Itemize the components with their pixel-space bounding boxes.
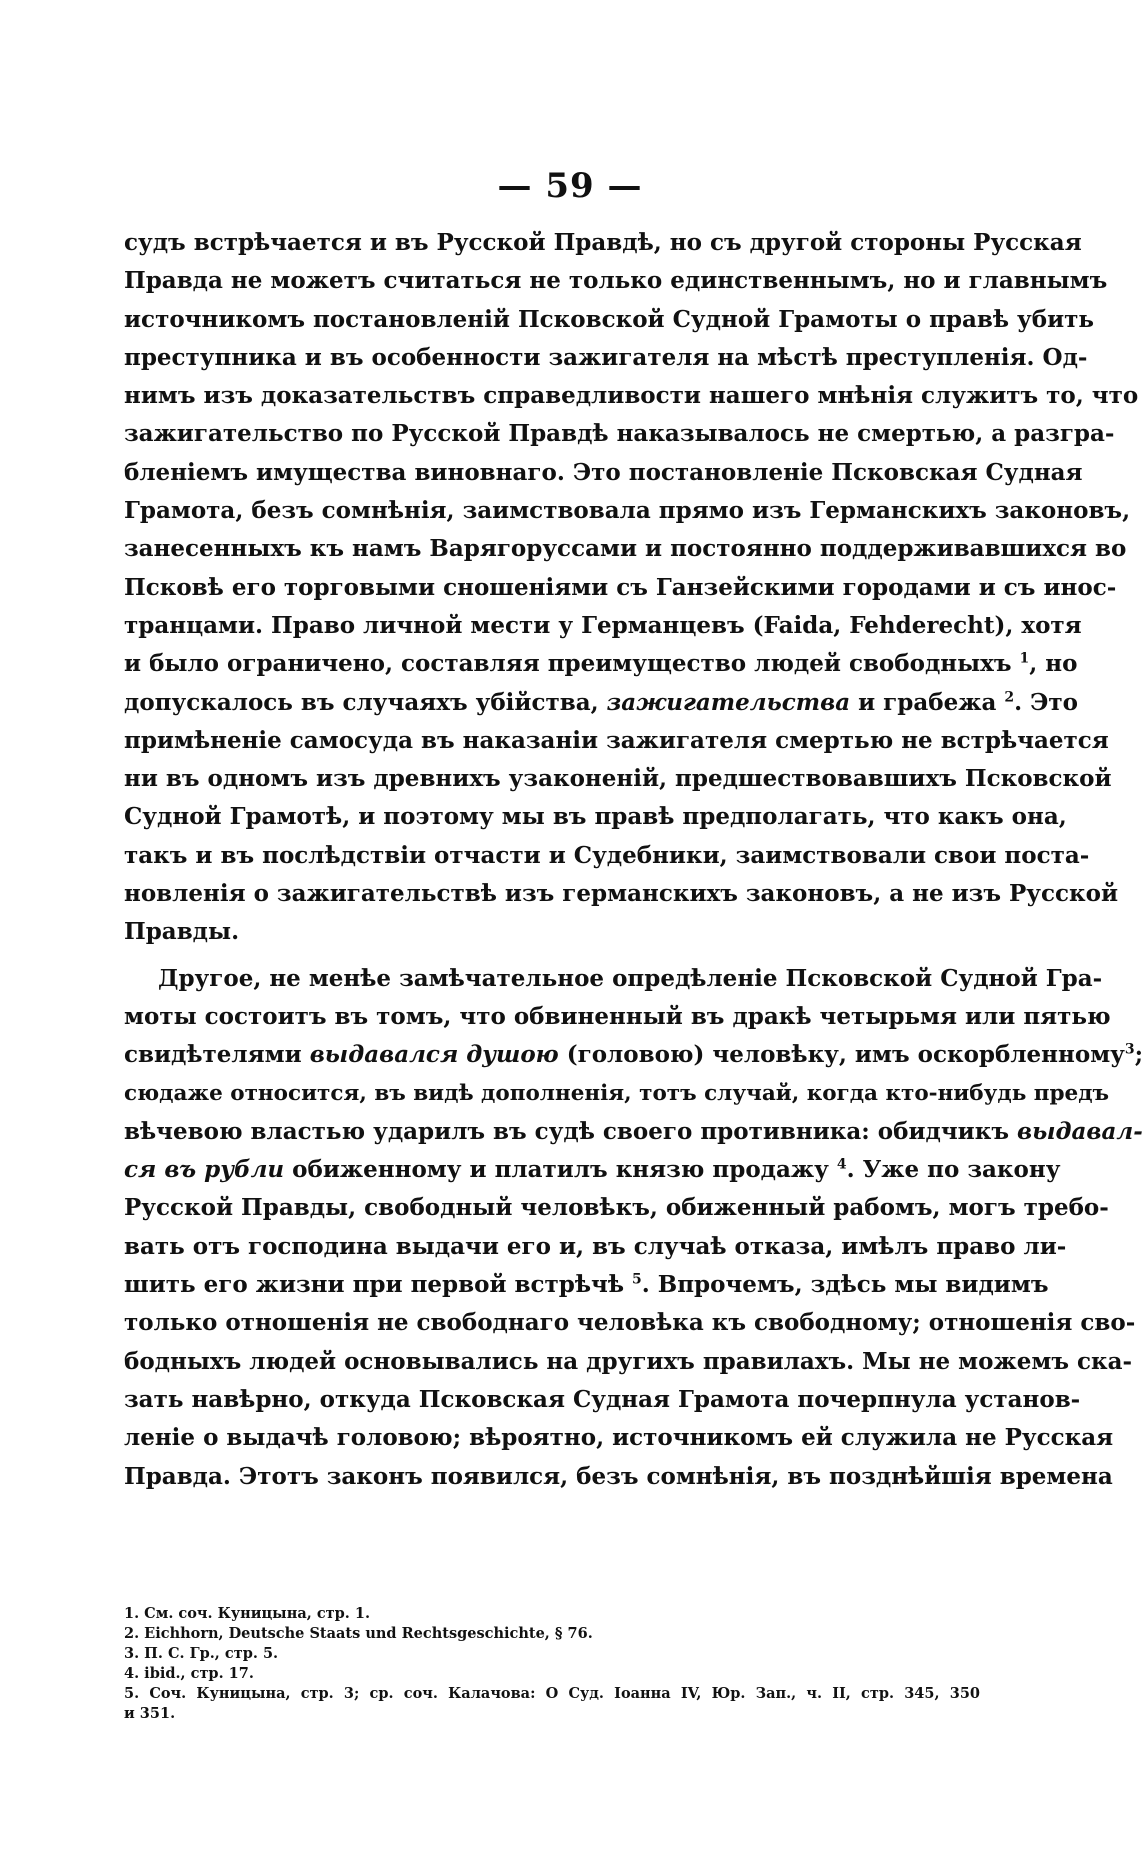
italic-term: ся въ рубли (124, 1156, 285, 1184)
text-line: ни въ одномъ изъ древнихъ узаконеній, предшествовавшихъ Псковской (124, 765, 1112, 793)
text-segment: и было ограничено, составляя преимущество людей свободныхъ (124, 650, 1020, 678)
text-line: бодныхъ людей основывались на другихъ правилахъ. Мы не можемъ ска- (124, 1347, 1133, 1375)
footnote-ref-5[interactable]: 5 (632, 1271, 642, 1288)
text-line: моты состоитъ въ томъ, что обвиненный въ дракѣ четырьмя или пятью (124, 1002, 1111, 1030)
text-line: бленіемъ имущества виновнаго. Это постановленіе Псковская Судная (124, 458, 1083, 486)
text-line: Другое, не менѣе замѣчательное опредѣленіе Псковской Судной Гра- (158, 964, 1103, 992)
text-line (124, 1036, 1143, 1074)
italic-term: зажигательства (606, 688, 851, 716)
text-segment: (головою) человѣку, имъ оскорбленному (558, 1041, 1125, 1069)
text-segment: , но (1029, 650, 1078, 678)
text-line: Судной Грамотѣ, и поэтому мы въ правѣ предполагать, что какъ она, (124, 803, 1067, 831)
text-line: источникомъ постановленій Псковской Судной Грамоты о правѣ убить (124, 305, 1095, 333)
text-line: Русской Правды, свободный человѣкъ, обиженный рабомъ, могъ требо- (124, 1194, 1109, 1222)
footnote-3: 3. П. С. Гр., стр. 5. (124, 1645, 279, 1662)
text-segment: и грабежа (850, 688, 1005, 716)
text-line: сюдаже относится, въ видѣ дополненія, тотъ случай, когда кто-нибудь предъ (124, 1080, 1110, 1106)
text-line (124, 1266, 1049, 1304)
page-number: — 59 — (497, 166, 643, 206)
text-segment: ; (1134, 1041, 1143, 1069)
text-segment: . Уже по закону (846, 1156, 1061, 1184)
text-line (124, 1113, 1143, 1151)
text-line: Правды. (124, 918, 240, 946)
text-line: новленія о зажигательствѣ изъ германскихъ законовъ, а не изъ Русской (124, 880, 1119, 908)
text-segment: допускалось въ случаяхъ убійства, (124, 688, 607, 716)
italic-term: выдавал- (1017, 1117, 1143, 1145)
text-line: зажигательство по Русской Правдѣ наказывалось не смертью, а разгра- (124, 420, 1115, 448)
text-line (124, 684, 1079, 722)
text-line: нимъ изъ доказательствъ справедливости нашего мнѣнія служитъ то, что (124, 382, 1139, 410)
text-line: Правда. Этотъ законъ появился, безъ сомнѣнія, въ позднѣйшія времена (124, 1462, 1113, 1490)
footnote-2: 2. Eichhorn, Deutsche Staats und Rechtsgeschichte, § 76. (124, 1625, 593, 1642)
footnote-5: 5. Соч. Куницына, стр. 3; ср. соч. Калачова: О Суд. Іоанна IV, Юр. Зап., ч. II, стр. 345, 350 (124, 1685, 980, 1702)
text-line: Правда не можетъ считаться не только единственнымъ, но и главнымъ (124, 267, 1108, 295)
text-line: преступника и въ особенности зажигателя на мѣстѣ преступленія. Од- (124, 343, 1088, 371)
text-line: судъ встрѣчается и въ Русской Правдѣ, но съ другой стороны Русская (124, 229, 1082, 256)
text-segment: обиженному и платилъ князю продажу (284, 1156, 837, 1184)
text-line: занесенныхъ къ намъ Варягоруссами и постоянно поддерживавшихся во (124, 535, 1127, 563)
text-line: Грамота, безъ сомнѣнія, заимствовала прямо изъ Германскихъ законовъ, (124, 497, 1131, 525)
footnote-ref-2[interactable]: 2 (1004, 688, 1015, 705)
text-line: зать навѣрно, откуда Псковская Судная Грамота почерпнула установ- (124, 1385, 1081, 1413)
footnote-1: 1. См. соч. Куницына, стр. 1. (124, 1605, 371, 1622)
text-line: Псковѣ его торговыми сношеніями съ Ганзейскими городами и съ инос- (124, 573, 1117, 601)
footnotes (124, 1604, 980, 1724)
italic-term: выдавался душою (309, 1041, 559, 1069)
text-segment: . Впрочемъ, здѣсь мы видимъ (641, 1271, 1049, 1299)
text-segment: вѣчевою властью ударилъ въ судѣ своего противника: обидчикъ (124, 1117, 1018, 1145)
text-line (124, 1151, 1061, 1189)
text-line: только отношенія не свободнаго человѣка къ свободному; отношенія сво- (124, 1309, 1136, 1337)
footnote-5-continued: и 351. (124, 1705, 176, 1722)
text-line: вать отъ господина выдачи его и, въ случаѣ отказа, имѣлъ право ли- (124, 1232, 1067, 1260)
text-line: такъ и въ послѣдствіи отчасти и Судебники, заимствовали свои поста- (124, 841, 1090, 869)
text-line: примѣненіе самосуда въ наказаніи зажигателя смертью не встрѣчается (124, 726, 1109, 754)
footnote-ref-3[interactable]: 3 (1124, 1041, 1135, 1058)
footnote-ref-4[interactable]: 4 (836, 1156, 847, 1173)
text-segment: . Это (1014, 688, 1079, 716)
text-segment: шить его жизни при первой встрѣчѣ (124, 1271, 633, 1299)
text-line: транцами. Право личной мести у Германцевъ (Faida, Fehderecht), хотя (124, 611, 1082, 639)
footnote-ref-1[interactable]: 1 (1019, 650, 1030, 667)
paragraph-gap (124, 952, 980, 960)
footnote-4: 4. ibid., стр. 17. (124, 1665, 254, 1682)
text-line (124, 645, 1078, 683)
text-line: леніе о выдачѣ головою; вѣроятно, источникомъ ей служила не Русская (124, 1424, 1114, 1452)
text-segment: свидѣтелями (124, 1041, 310, 1069)
body-text (124, 224, 1143, 1496)
